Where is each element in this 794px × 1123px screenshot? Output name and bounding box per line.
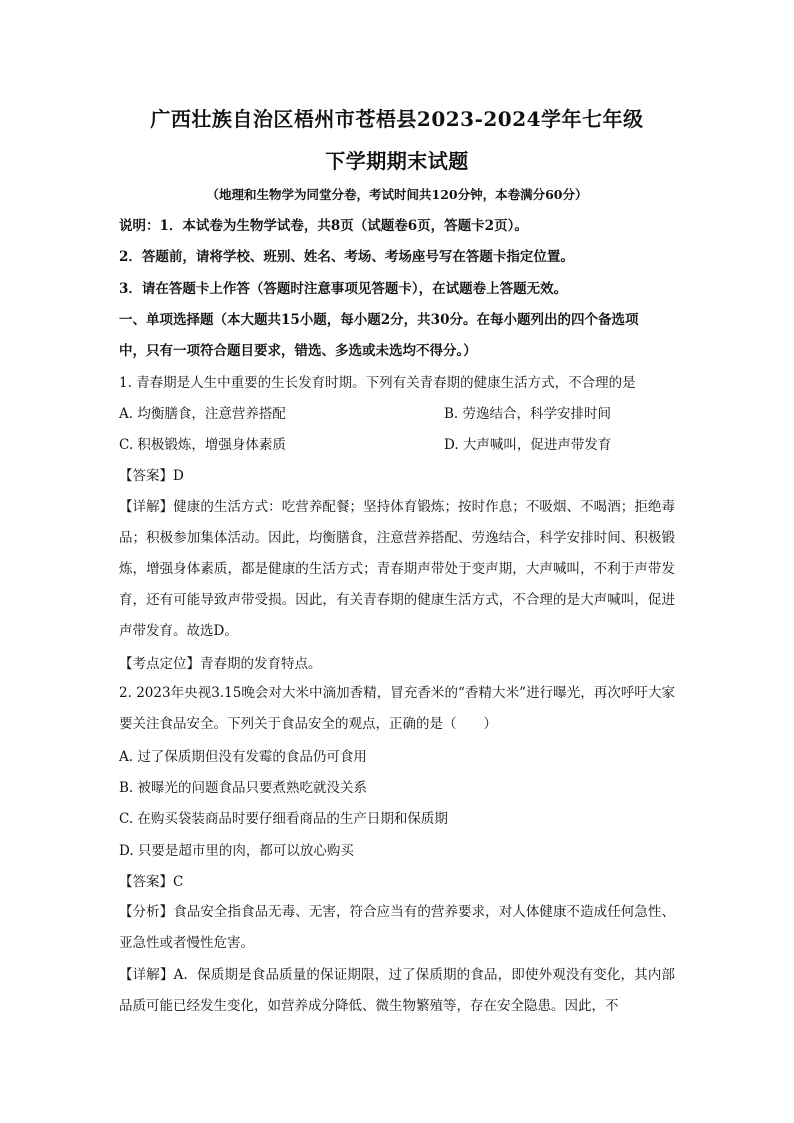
instruction-3: 3．请在答题卡上作答（答题时注意事项见答题卡），在试题卷上答题无效。 bbox=[119, 281, 568, 297]
q1-stem: 1. 青春期是人生中重要的生长发育时期。下列有关青春期的健康生活方式，不合理的是 bbox=[119, 375, 636, 391]
q1-kaodian: 【考点定位】青春期的发育特点。 bbox=[119, 656, 322, 672]
q2-option-c: C. 在购买袋装商品时要仔细看商品的生产日期和保质期 bbox=[119, 811, 448, 827]
q2-option-d: D. 只要是超市里的肉，都可以放心购买 bbox=[119, 843, 354, 859]
q1-option-d: D. 大声喊叫，促进声带发育 bbox=[444, 437, 612, 453]
instruction-1: 说明：1．本试卷为生物学试卷，共8页（试题卷6页，答题卡2页）。 bbox=[119, 218, 528, 234]
section-heading-line1: 一、单项选择题（本大题共15小题，每小题2分，共30分。在每小题列出的四个备选项 bbox=[119, 312, 639, 328]
q2-option-b: B. 被曝光的问题食品只要煮熟吃就没关系 bbox=[119, 780, 368, 796]
q1-option-a: A. 均衡膳食，注意营养搭配 bbox=[119, 406, 286, 422]
q2-analysis: 【分析】食品安全指食品无毒、无害，符合应当有的营养要求，对人体健康不造成任何急性、亚急性或者慢性危害。 bbox=[119, 904, 675, 951]
exam-title-line1: 广西壮族自治区梧州市苍梧县2023-2024学年七年级 bbox=[150, 107, 644, 131]
exam-title-line2: 下学期期末试题 bbox=[325, 149, 469, 173]
q2-stem: 2. 2023年央视3.15晚会对大米中滴加香精，冒充香米的“香精大米”进行曝光，再次呼吁大家要关注食品安全。下列关于食品安全的观点，正确的是（ ） bbox=[119, 685, 675, 732]
q1-option-c: C. 积极锻炼，增强身体素质 bbox=[119, 437, 286, 453]
instruction-2: 2．答题前，请将学校、班别、姓名、考场、考场座号写在答题卡指定位置。 bbox=[119, 249, 574, 265]
q1-detail: 【详解】健康的生活方式：吃营养配餐；坚持体育锻炼；按时作息；不吸烟、不喝酒；拒绝毒品；积极参加集体活动。因此，均衡膳食，注意营养搭配、劳逸结合，科学安排时间、积极锻炼，增强身体素质，都是健康的生活方式；青春期声带处于变声期，大声喊叫，不利于声带发育，还有可能导致声带受损。因此，有关青春期的健康生活方式，不合理的是大声喊叫，促进声带发育。故选D。 bbox=[119, 499, 675, 639]
exam-subtitle: （地理和生物学为同堂分卷，考试时间共120分钟，本卷满分60分） bbox=[206, 187, 588, 202]
q2-answer: 【答案】C bbox=[119, 874, 184, 890]
q2-detail: 【详解】A．保质期是食品质量的保证期限，过了保质期的食品，即使外观没有变化，其内部品质可能已经发生变化，如营养成分降低、微生物繁殖等，存在安全隐患。因此，不 bbox=[119, 967, 675, 1014]
section-heading-line2: 中，只有一项符合题目要求，错选、多选或未选均不得分。） bbox=[119, 343, 477, 359]
q1-option-b: B. 劳逸结合，科学安排时间 bbox=[444, 406, 612, 422]
q2-option-a: A. 过了保质期但没有发霉的食品仍可食用 bbox=[119, 749, 367, 765]
q1-answer: 【答案】D bbox=[119, 468, 184, 484]
